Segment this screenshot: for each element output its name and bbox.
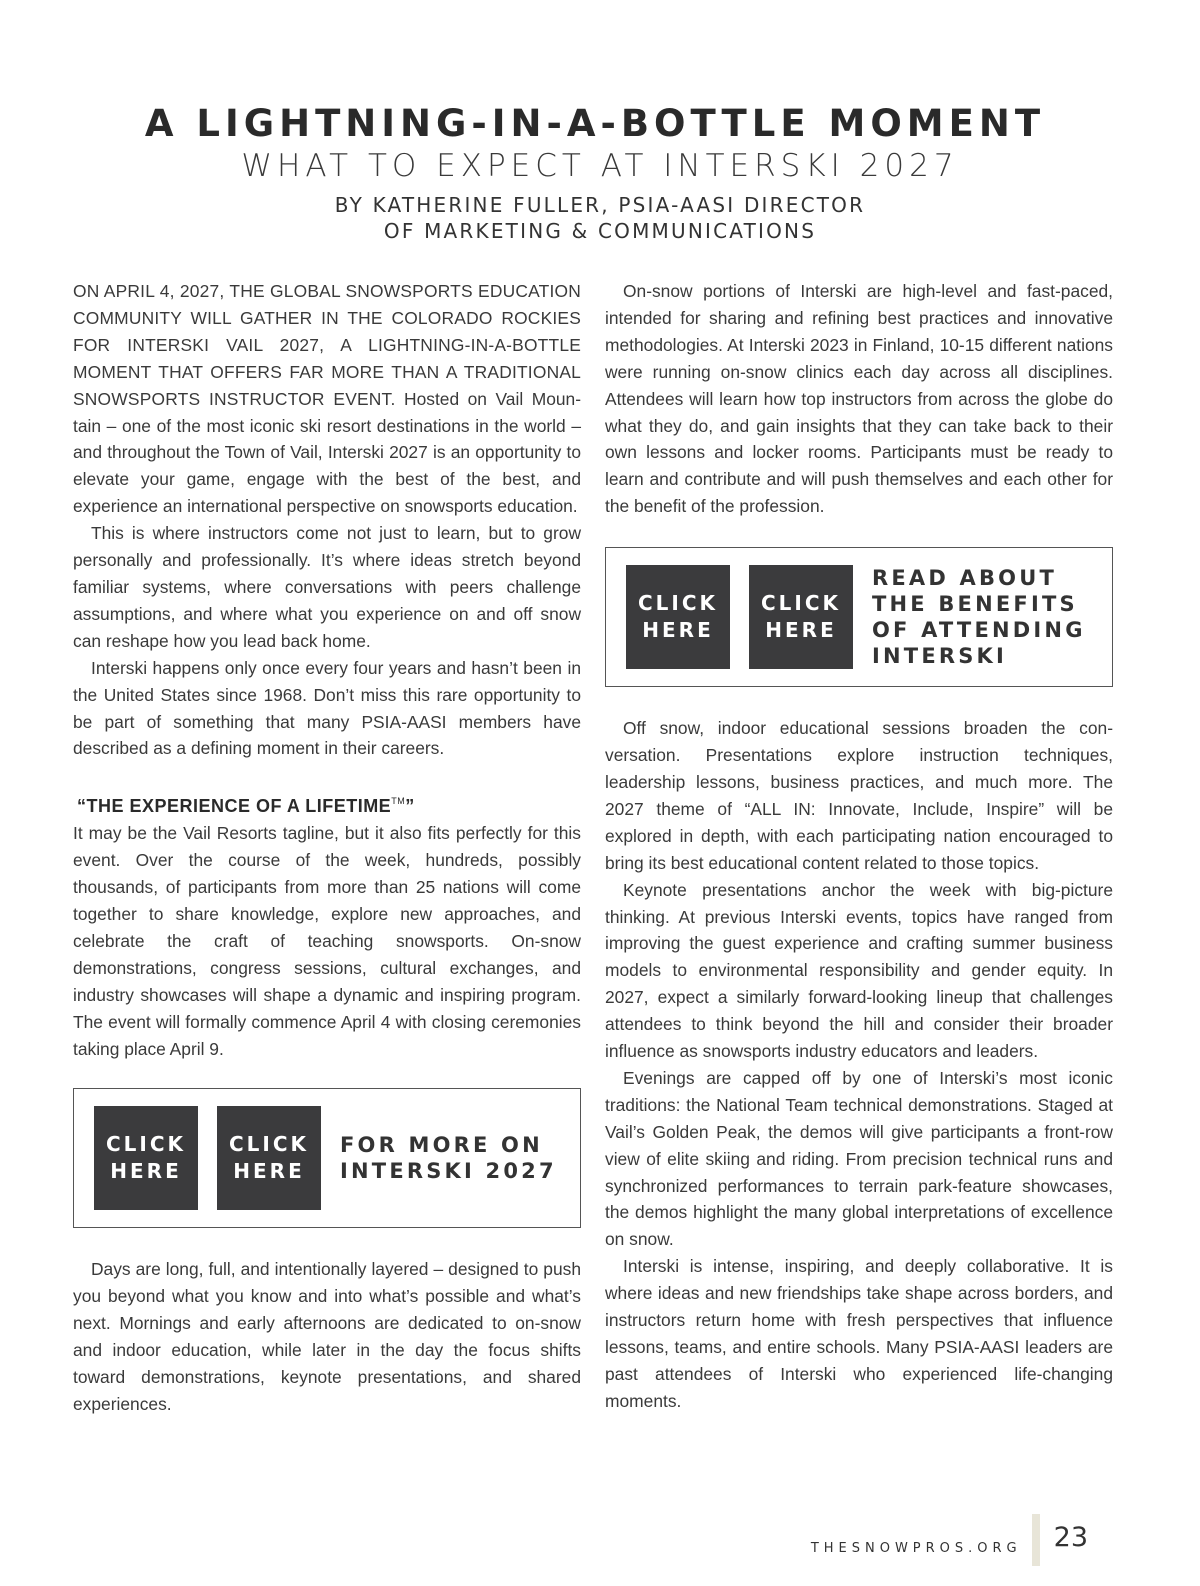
cta-text: FOR MORE ON INTERSKI 2027: [340, 1133, 557, 1184]
paragraph: Keynote presentations anchor the week with big-picture thinking. At previous Interski events, topics have ranged from improving the guest experience and crafting summer business models to environmental responsibility and gender equity. In 2027, expect a similarly forward-looking lineup that challenges attendees to think beyond the hill and consider their broader influence as snowsports industry educators and leaders.: [605, 879, 1113, 1062]
paragraph: On-snow portions of Interski are high-level and fast-paced, intended for sharing and refining best practices and innovative methodologies. At Interski 2023 in Finland, 10-15 different nations were running on-snow clinics each day across all disciplines. Attendees will learn how top instructors from across the globe do what they do, and gain insights that they can take back to their own lessons and locker rooms. Participants must be ready to learn and contribute and will push themselves and each other for the benefit of the profession.: [605, 281, 1113, 517]
paragraph: Interski happens only once every four years and hasn’t been in the United States since 1968. Don’t miss this rare opportunity to be part of something that many PSIA-AASI members have described as a defining moment in their careers.: [73, 657, 581, 759]
click-here-button[interactable]: CLICK HERE: [94, 1106, 198, 1210]
paragraph: Evenings are capped off by one of Interski’s most iconic traditions: the National Team technical demonstrations. Staged at Vail’s Golden Peak, the demos will give participants a front-row view of elite skiing and riding. From precision technical runs and synchronized performances to terrain park-feature showcases, the demos highlight the many global interpretations of excellence on snow.: [605, 1067, 1113, 1250]
click-here-button[interactable]: CLICK HERE: [217, 1106, 321, 1210]
article-header: [0, 100, 1200, 244]
cta-box-more-on-interski: [73, 1088, 581, 1228]
intro-lead-caps: ON APRIL 4, 2027, THE GLOBAL SNOWSPORTS EDUCATION COMMUNITY WILL GATHER IN THE COLORADO ROCKIES FOR INTERSKI VAIL 2027, A LIGHTNING-IN-A-BOTTLE MOMENT THAT OFFERS FAR MORE THAN A TRADITIONAL SNOWSPORTS INSTRUCTOR EVENT.: [73, 281, 581, 409]
paragraph: This is where instructors come not just to learn, but to grow personally and professionally. It’s where ideas stretch beyond familiar systems, where conversations with peers challenge assumptions, and where what you experience on and off snow can reshape how you lead back home.: [73, 523, 581, 651]
paragraph: Interski is intense, inspiring, and deeply collaborative. It is where ideas and new friendships take shape across borders, and instructors return home with fresh perspectives that influence lessons, teams, and entire schools. Many PSIA-AASI leaders are past attendees of Interski who experienced life-changing moments.: [605, 1256, 1113, 1411]
footer-divider: [1032, 1514, 1040, 1566]
intro-paragraph: [73, 278, 581, 520]
article-title: A LIGHTNING-IN-A-BOTTLE MOMENT: [144, 102, 1046, 145]
site-url[interactable]: THESNOWPROS.ORG: [810, 1540, 1022, 1556]
byline-line-1: BY KATHERINE FULLER, PSIA-AASI DIRECTOR: [334, 193, 866, 217]
page-footer: [811, 1514, 1088, 1566]
paragraph: It may be the Vail Resorts tagline, but it also fits perfectly for this event. Over the course of the week, hundreds, possibly thousands, of participants from more than 25 nations will come together to share knowledge, explore new approaches, and celebrate the craft of teaching snowsports. On-snow demonstrations, congress sessions, cultural exchanges, and industry showcases will shape a dynamic and inspiring program. The event will formally commence April 4 with closing ceremonies taking place April 9.: [73, 823, 581, 1059]
paragraph: Days are long, full, and intentionally layered – designed to push you beyond what you know and into what’s possible and what’s next. Mornings and early afternoons are dedicated to on-snow and indoor education, while later in the day the focus shifts toward demonstrations, keynote presentations, and shared experiences.: [73, 1259, 581, 1414]
byline: [0, 192, 1200, 244]
click-here-button[interactable]: CLICK HERE: [626, 565, 730, 669]
byline-line-2: OF MARKETING & COMMUNICATIONS: [383, 219, 817, 243]
cta-box-benefits: [605, 547, 1113, 687]
page-number: 23: [1053, 1521, 1088, 1553]
intro-rest: Hosted on Vail Mountain – one of the most iconic ski resort destinations in the world – and throughout the Town of Vail, Interski 2027 is an opportunity to elevate your game, engage with the best of the best, and experience an international perspective on snowsports education.: [73, 388, 582, 517]
left-column: [73, 278, 581, 1418]
trademark-symbol: TM: [391, 796, 406, 807]
article-subtitle: WHAT TO EXPECT AT INTERSKI 2027: [241, 148, 959, 184]
cta-text: READ ABOUT THE BENEFITS OF ATTENDING INTERSKI: [872, 566, 1086, 669]
click-here-button[interactable]: CLICK HERE: [749, 565, 853, 669]
right-column: [605, 278, 1113, 1415]
section-heading: “THE EXPERIENCE OF A LIFETIME™”: [77, 796, 415, 817]
paragraph: Off snow, indoor educational sessions broaden the conversation. Presentations explore instruction techniques, leadership lessons, business practices, and much more. The 2027 theme of “ALL IN: Innovate, Include, Inspire” will be explored in depth, with each participating nation encouraged to bring its best educational content related to those topics.: [605, 718, 1113, 873]
